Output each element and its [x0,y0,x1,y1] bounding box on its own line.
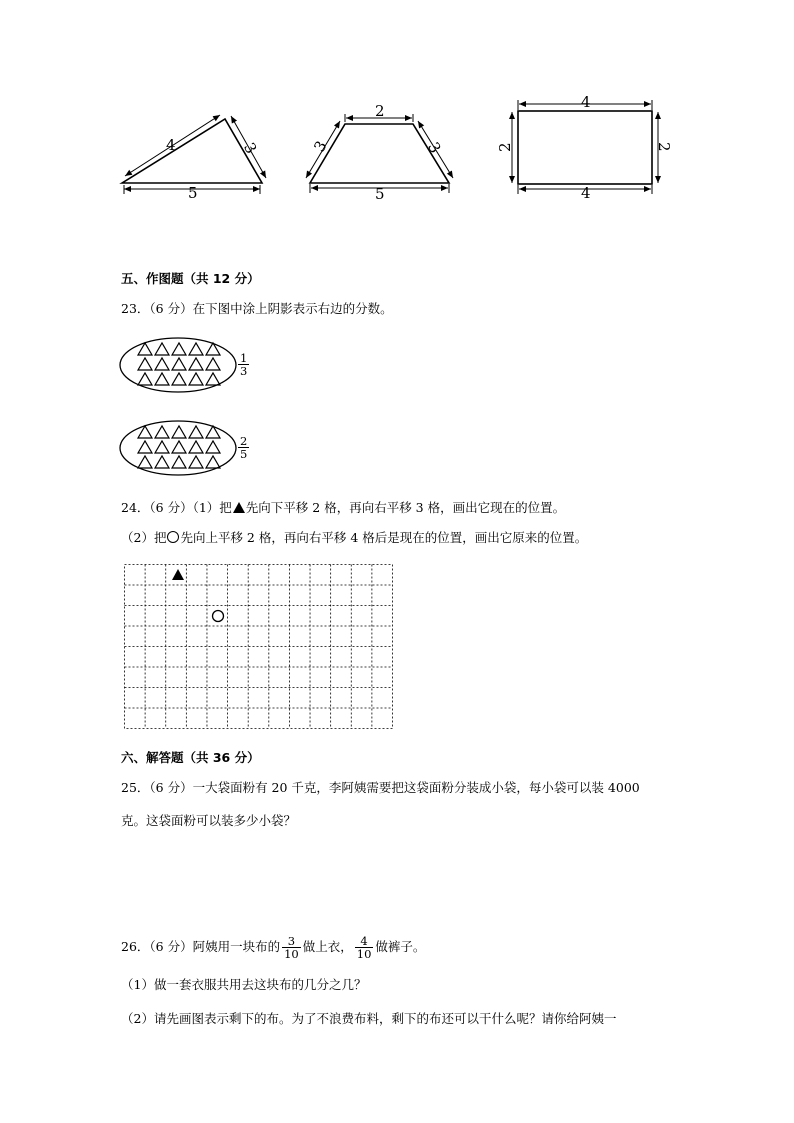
oval-triangle-icon[interactable] [189,426,203,438]
rectangle-label-bottom: 4 [581,184,591,202]
q26-fraction-1-denominator: 10 [284,946,299,961]
q26-fraction-1-numerator: 3 [287,933,296,948]
oval-triangle-icon[interactable] [172,343,186,355]
q24-line-2-suffix: 先向上平移 2 格，再向右平移 4 格后是现在的位置，画出它原来的位置。 [180,530,588,545]
trapezoid-label-left: 3 [310,137,331,155]
q23-text: 23．（6 分）在下图中涂上阴影表示右边的分数。 [121,301,393,316]
oval-triangle-icon[interactable] [172,373,186,385]
q24-line-1 [121,500,565,516]
section6-title: 六、解答题（共 36 分） [121,750,260,765]
oval-triangle-icon[interactable] [206,358,220,370]
oval-triangle-icon[interactable] [189,441,203,453]
oval-triangle-icon[interactable] [155,373,169,385]
q24-line-2-prefix: （2）把 [121,530,167,545]
q26-fraction-2 [355,935,374,960]
trapezoid-label-bottom: 5 [375,185,385,203]
oval-triangle-icon[interactable] [189,456,203,468]
q26-middle: 做上衣， [302,939,353,954]
oval-triangle-icon[interactable] [172,456,186,468]
q23-oval-2[interactable] [118,418,240,478]
oval-triangle-icon[interactable] [206,373,220,385]
oval-triangle-icon[interactable] [206,456,220,468]
triangle-figure [122,115,266,202]
q26-sub-1: （1）做一套衣服共用去这块布的几分之几？ [121,977,367,992]
oval-triangle-icon[interactable] [155,426,169,438]
oval-triangle-icon[interactable] [172,426,186,438]
grid-triangle-icon[interactable] [172,569,184,580]
oval-triangle-icon[interactable] [138,358,152,370]
q26-sub-2: （2）请先画图表示剩下的布。为了不浪费布料，剩下的布还可以干什么呢？请你给阿姨一 [121,1011,617,1026]
section5-title: 五、作图题（共 12 分） [121,271,260,286]
q23-oval-1[interactable] [118,335,240,395]
q26-fraction-2-numerator: 4 [360,933,368,948]
oval-triangle-icon[interactable] [138,441,152,453]
q26-line [121,932,425,962]
q26-fraction-1 [282,935,301,960]
oval-triangle-icon[interactable] [138,456,152,468]
q25-line-2: 克。这袋面粉可以装多少小袋？ [121,813,297,828]
oval-triangle-icon[interactable] [206,441,220,453]
rectangle-label-right: 2 [655,142,673,152]
q23-fraction-1-numerator: 1 [240,351,248,365]
trapezoid-figure [306,102,453,203]
grid-circle-icon[interactable] [213,611,224,622]
oval-triangle-icon[interactable] [172,358,186,370]
oval-triangle-icon[interactable] [155,456,169,468]
q23-fraction-2-denominator: 5 [240,447,248,461]
trapezoid-label-top: 2 [375,102,385,120]
circle-shape-icon [167,531,179,543]
figures-area [0,0,794,220]
triangle-label-a: 4 [166,136,176,154]
oval-triangle-icon[interactable] [189,343,203,355]
oval-triangle-icon[interactable] [155,358,169,370]
oval-triangle-icon[interactable] [155,441,169,453]
q23-fraction-2 [238,435,249,460]
q25-line-1: 25．（6 分）一大袋面粉有 20 千克，李阿姨需要把这袋面粉分装成小袋，每小袋可以装 4000 [121,780,640,795]
q24-line-2 [121,530,587,546]
q23-fraction-1-denominator: 3 [240,364,248,378]
q23-fraction-1 [238,352,249,377]
oval-triangle-icon[interactable] [138,373,152,385]
q26-prefix: 26．（6 分）阿姨用一块布的 [121,939,281,954]
rectangle-label-left: 2 [496,142,514,152]
q24-line-1-prefix: 24．（6 分）（1）把 [121,500,232,515]
rectangle-figure [496,93,673,202]
oval-triangle-icon[interactable] [189,373,203,385]
oval-triangle-icon[interactable] [172,441,186,453]
trapezoid-label-right: 3 [424,139,445,157]
oval-triangle-icon[interactable] [155,343,169,355]
triangle-shape-icon [233,502,245,513]
q24-grid[interactable] [124,564,394,730]
q23-fraction-2-numerator: 2 [240,434,248,448]
q26-fraction-2-denominator: 10 [356,946,372,961]
q24-line-1-suffix: 先向下平移 2 格，再向右平移 3 格，画出它现在的位置。 [245,500,566,515]
rectangle-label-top: 4 [581,93,591,111]
q26-suffix: 做裤子。 [375,939,426,954]
triangle-label-c: 5 [188,184,198,202]
oval-triangle-icon[interactable] [189,358,203,370]
triangle-label-b: 3 [240,139,261,157]
